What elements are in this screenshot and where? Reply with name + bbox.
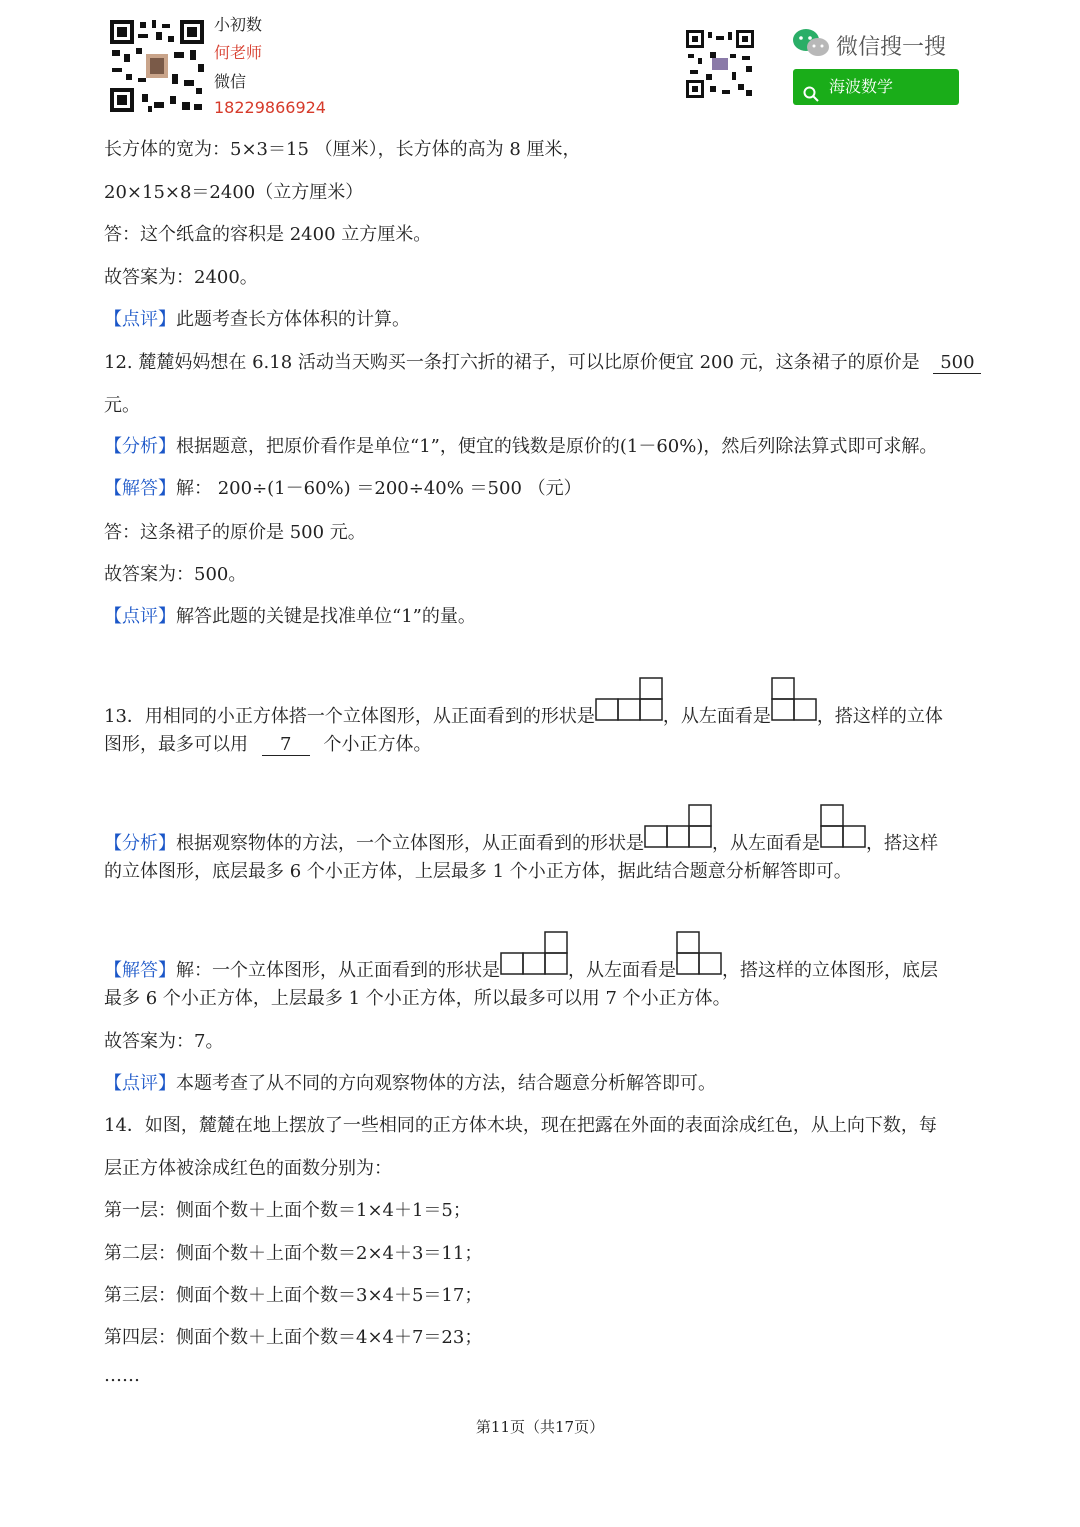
solution-tag: 【解答】 bbox=[104, 478, 176, 499]
solution-text-3: ，搭这样的立体图形，底层 bbox=[722, 960, 938, 981]
header-line-3: 微信 bbox=[214, 72, 247, 91]
question-14: 14．如图，麓麓在地上摆放了一些相同的正方体木块，现在把露在外面的表面涂成红色，从上向下数，每 bbox=[104, 1115, 937, 1136]
text-line: 故答案为：500。 bbox=[104, 564, 247, 585]
layer-line: 第三层：侧面个数＋上面个数＝3×4＋5＝17； bbox=[104, 1285, 483, 1306]
question-13-cont bbox=[104, 733, 431, 757]
analysis-text-2: ，从左面看是 bbox=[712, 833, 820, 854]
layer-line: 第一层：侧面个数＋上面个数＝1×4＋1＝5； bbox=[104, 1200, 471, 1221]
wechat-search-title: 微信搜一搜 bbox=[836, 35, 947, 60]
solution-line bbox=[104, 477, 582, 501]
comment-line bbox=[104, 1072, 716, 1096]
question-13-text-2: ，从左面看是 bbox=[662, 706, 771, 727]
front-view-figure bbox=[644, 803, 712, 859]
layer-line: 第四层：侧面个数＋上面个数＝4×4＋7＝23； bbox=[104, 1327, 483, 1348]
analysis-text-3: ，搭这样 bbox=[866, 833, 938, 854]
analysis-line bbox=[104, 435, 937, 459]
text-line: 答：这个纸盒的容积是 2400 立方厘米。 bbox=[104, 224, 432, 245]
question-13-text: 13．用相同的小正方体搭一个立体图形，从正面看到的形状是 bbox=[104, 706, 595, 727]
text-line: 故答案为：2400。 bbox=[104, 267, 258, 288]
answer-blank: 500 bbox=[933, 353, 981, 374]
question-12-text: 12. 麓麓妈妈想在 6.18 活动当天购买一条打六折的裙子，可以比原价便宜 200 元，这条裙子的原价是 bbox=[104, 352, 920, 373]
header-line-2: 何老师 bbox=[214, 43, 263, 62]
text-line: 长方体的宽为：5×3＝15 （厘米），长方体的高为 8 厘米， bbox=[104, 139, 581, 160]
question-13-text-4: 图形，最多可以用 bbox=[104, 734, 248, 755]
comment-text: 解答此题的关键是找准单位“1”的量。 bbox=[176, 606, 476, 627]
ellipsis: …… bbox=[104, 1365, 140, 1386]
text-line: 的立体图形，底层最多 6 个小正方体，上层最多 1 个小正方体，据此结合题意分析解答即可。 bbox=[104, 861, 852, 882]
qr-code-left bbox=[108, 18, 206, 114]
question-13-text-5: 个小正方体。 bbox=[323, 734, 432, 755]
comment-line bbox=[104, 605, 476, 629]
comment-tag: 【点评】 bbox=[104, 309, 176, 330]
question-13 bbox=[104, 676, 943, 732]
front-view-figure bbox=[595, 676, 663, 732]
text-line: 答：这条裙子的原价是 500 元。 bbox=[104, 522, 366, 543]
text-line: 故答案为：7。 bbox=[104, 1031, 224, 1052]
answer-blank: 7 bbox=[262, 735, 310, 756]
layer-line: 第二层：侧面个数＋上面个数＝2×4＋3＝11； bbox=[104, 1243, 483, 1264]
analysis-tag: 【分析】 bbox=[104, 833, 176, 854]
comment-line bbox=[104, 308, 410, 332]
wechat-search-button[interactable] bbox=[793, 69, 959, 105]
solution-line bbox=[104, 930, 938, 986]
search-icon bbox=[803, 79, 817, 93]
comment-tag: 【点评】 bbox=[104, 606, 176, 627]
left-view-figure bbox=[820, 803, 866, 859]
question-12 bbox=[104, 351, 981, 375]
text-line: 元。 bbox=[104, 395, 140, 416]
solution-text-2: ，从左面看是 bbox=[568, 960, 676, 981]
qr-code-right bbox=[686, 30, 754, 98]
question-13-text-3: ，搭这样的立体 bbox=[816, 706, 943, 727]
text-line: 最多 6 个小正方体，上层最多 1 个小正方体，所以最多可以用 7 个小正方体。 bbox=[104, 988, 731, 1009]
analysis-text: 根据观察物体的方法，一个立体图形，从正面看到的形状是 bbox=[176, 833, 644, 854]
page-footer: 第11页（共17页） bbox=[475, 1418, 605, 1436]
analysis-line bbox=[104, 803, 938, 859]
solution-text: 解： 200÷(1－60%) ＝200÷40% ＝500 （元） bbox=[176, 478, 582, 499]
header-line-1: 小初数 bbox=[214, 15, 263, 34]
comment-text: 本题考查了从不同的方向观察物体的方法，结合题意分析解答即可。 bbox=[176, 1073, 716, 1094]
text-line: 20×15×8＝2400（立方厘米） bbox=[104, 182, 364, 203]
comment-text: 此题考查长方体体积的计算。 bbox=[176, 309, 410, 330]
header-phone: 18229866924 bbox=[214, 98, 326, 117]
text-line: 层正方体被涂成红色的面数分别为： bbox=[104, 1158, 392, 1179]
analysis-text: 根据题意，把原价看作是单位“1”，便宜的钱数是原价的(1－60%)，然后列除法算式即可求解。 bbox=[176, 436, 938, 457]
wechat-search-button-label: 海波数学 bbox=[829, 77, 894, 96]
analysis-tag: 【分析】 bbox=[104, 436, 176, 457]
left-view-figure bbox=[676, 930, 722, 986]
left-view-figure bbox=[771, 676, 817, 732]
solution-text: 解：一个立体图形，从正面看到的形状是 bbox=[176, 960, 500, 981]
solution-tag: 【解答】 bbox=[104, 960, 176, 981]
front-view-figure bbox=[500, 930, 568, 986]
wechat-logo-icon bbox=[792, 28, 830, 58]
comment-tag: 【点评】 bbox=[104, 1073, 176, 1094]
